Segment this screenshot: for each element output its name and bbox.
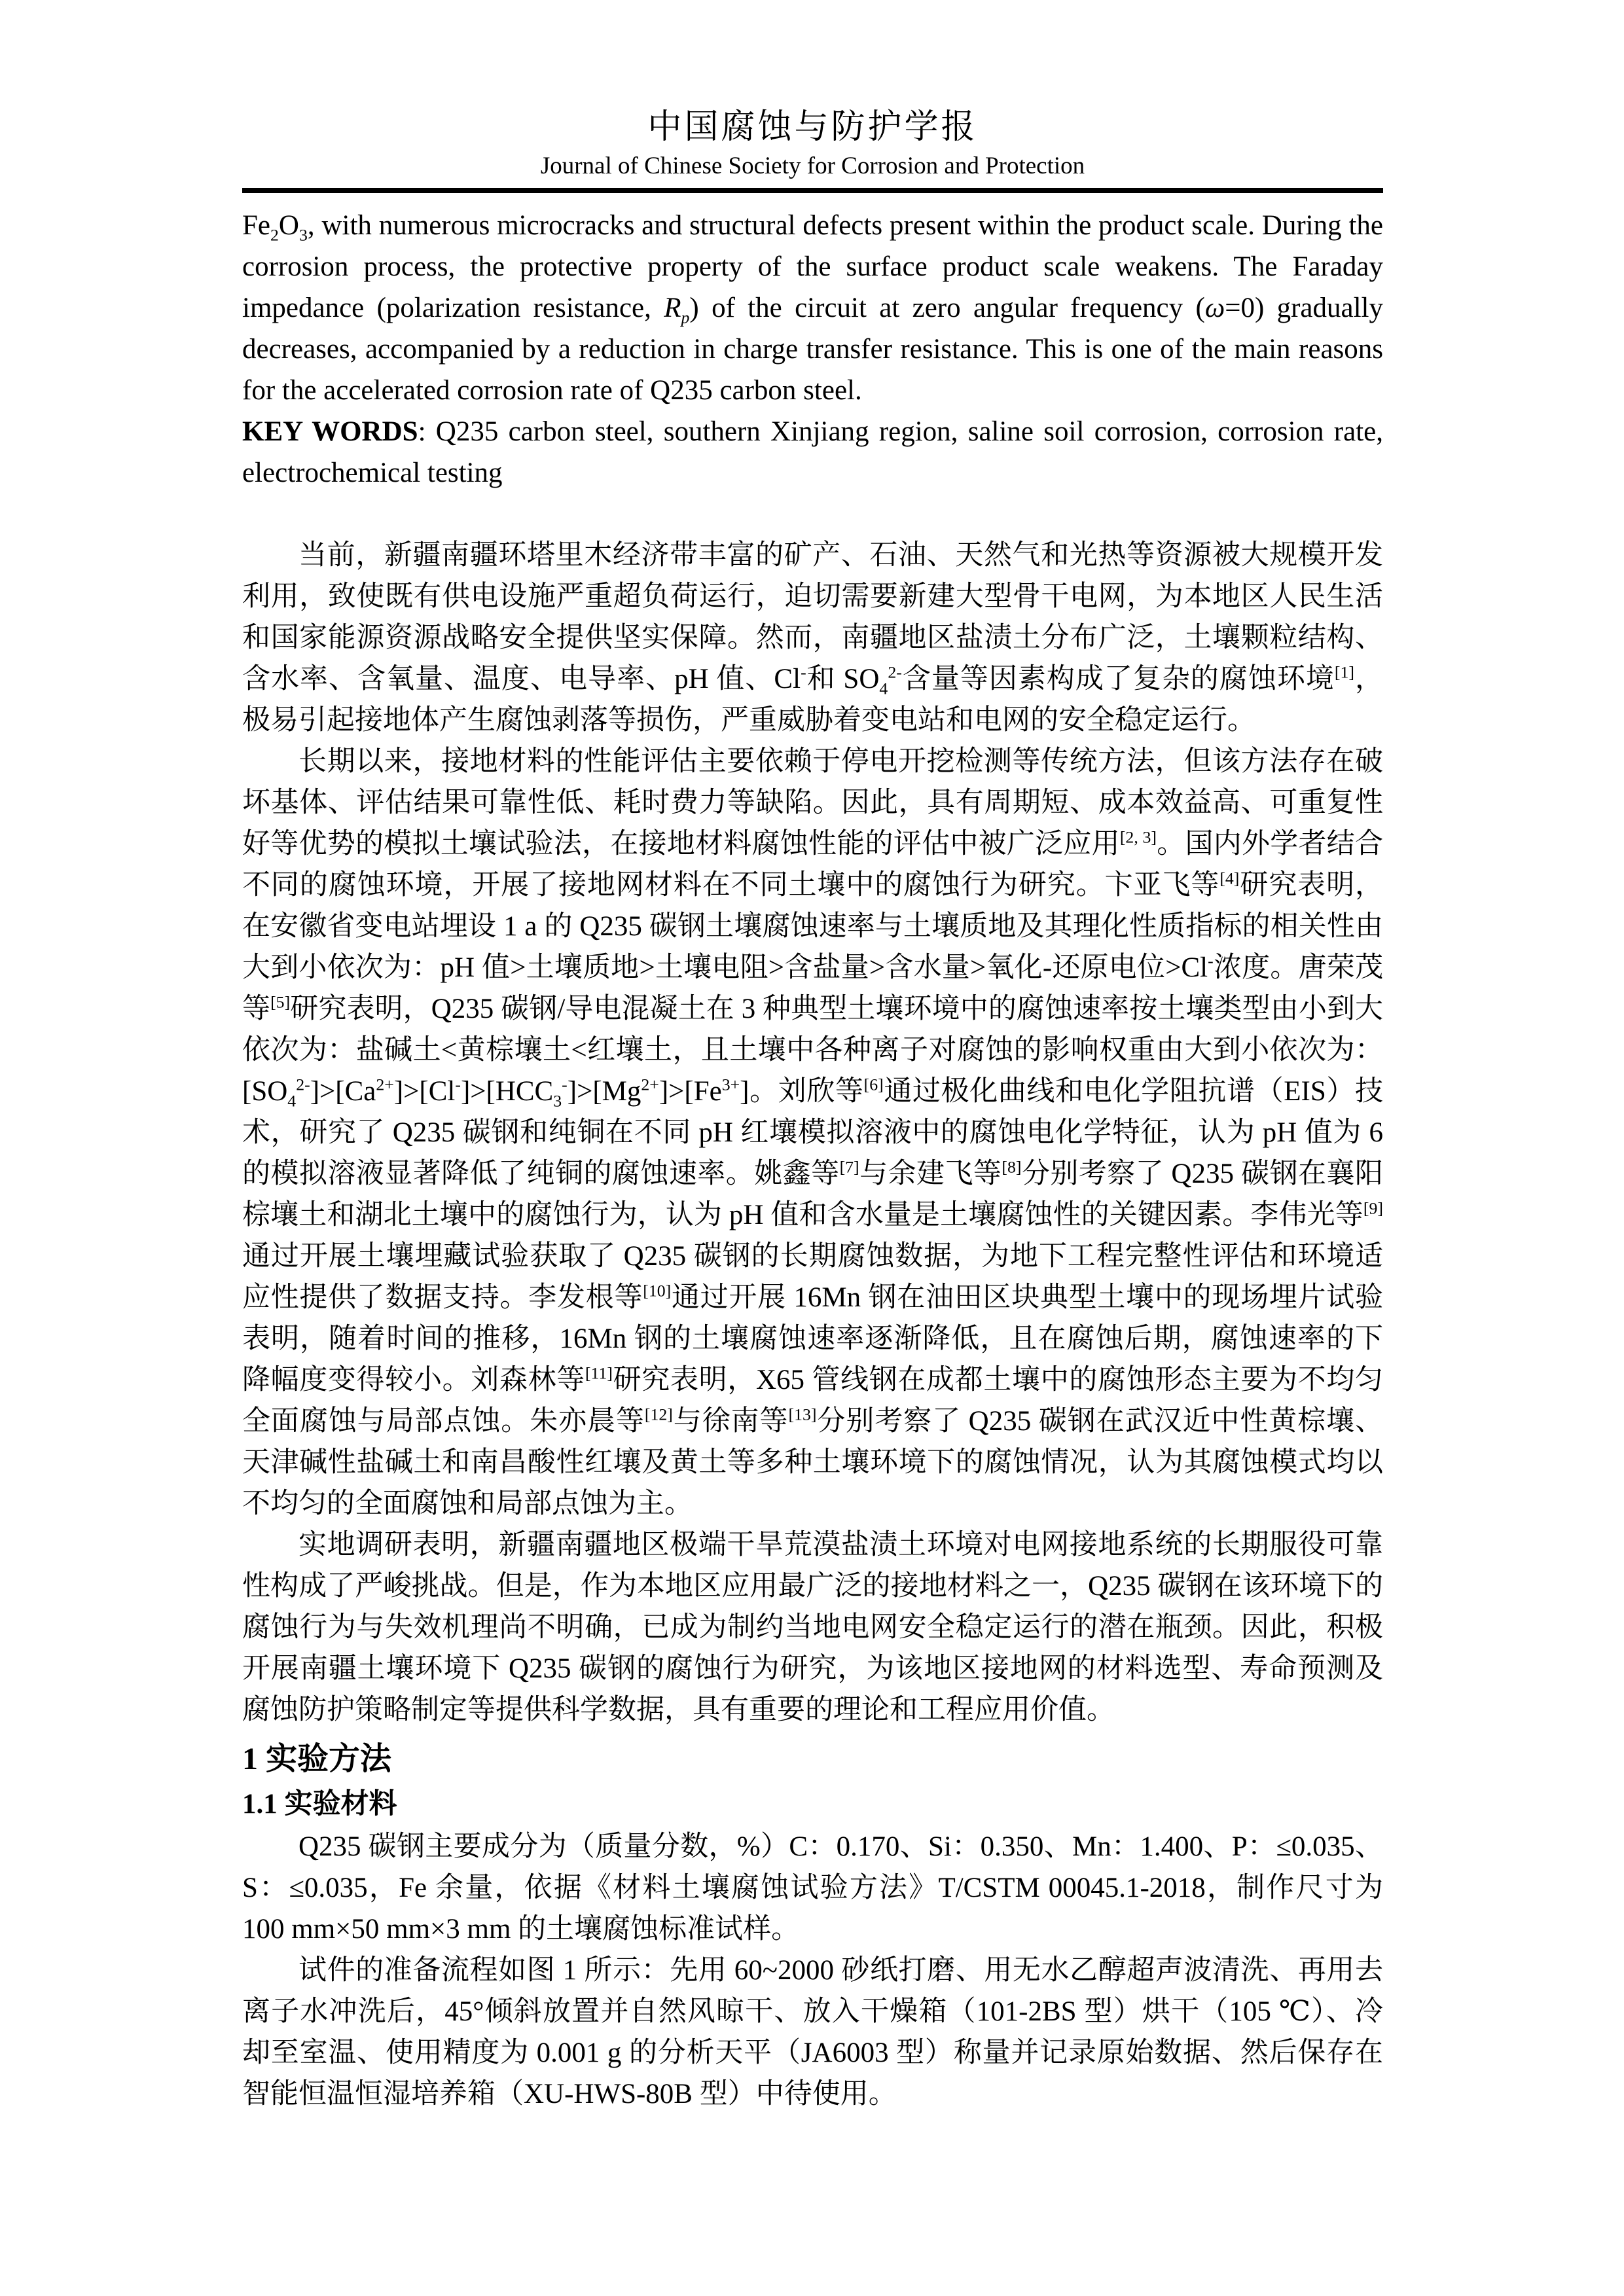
text-run: R	[664, 293, 681, 323]
text-run: 研究表明，X65 管线钢在成都土壤中的腐蚀形态主要为不均匀全面腐蚀与局部点蚀。朱亦晨等	[242, 1365, 1383, 1437]
intro-paragraph-3	[242, 1524, 1383, 1731]
document-body	[242, 205, 1383, 2115]
text-run: 2-	[296, 1075, 310, 1094]
text-run: ω	[1204, 293, 1225, 323]
text-run: [9]	[1363, 1198, 1383, 1218]
text-run: 分别考察了 Q235 碳钢在武汉近中性黄棕壤、天津碱性盐碱土和南昌酸性红壤及黄土等多种土壤环境下的腐蚀情况，认为其腐蚀模式均以不均匀的全面腐蚀和局部点蚀为主。	[242, 1406, 1384, 1519]
text-run: 2+	[376, 1075, 394, 1094]
text-run: 研究表明，在安徽省变电站埋设 1 a 的 Q235 碳钢土壤腐蚀速率与土壤质地及其理化性质指标的相关性由大到小依次为：pH 值>土壤质地>土壤电阻>含盐量>含水量>氧化-还原电位>Cl	[242, 870, 1384, 983]
section-1-heading	[242, 1736, 1383, 1783]
journal-header	[242, 108, 1383, 193]
text-run: -	[455, 1075, 461, 1094]
text-run: 3	[298, 225, 308, 245]
text-run: [11]	[585, 1363, 613, 1383]
text-run: 2	[270, 225, 279, 245]
text-run: [12]	[644, 1405, 673, 1424]
text-run: O	[278, 210, 299, 241]
text-run: [7]	[839, 1157, 859, 1177]
text-run: 试件的准备流程如图 1 所示：先用 60~2000 砂纸打磨、用无水乙醇超声波清洗、再用去离子水冲洗后，45°倾斜放置并自然风晾干、放入干燥箱（101-2BS 型）烘干（105 ℃）、冷却至室温、使用精度为 0.001 g 的分析天平（JA6003 型）称量并记录原始数据、然后保存在智能恒温恒湿培养箱（XU-HWS-80B 型）中待使用。	[242, 1955, 1383, 2109]
text-run: 研究表明，Q235 碳钢/导电混凝土在 3 种典型土壤环境中的腐蚀速率按土壤类型由小到大依次为：盐碱土<黄棕壤土<红壤土，且土壤中各种离子对腐蚀的影响权重由大到小依次为：[SO	[242, 994, 1384, 1107]
section-1-1-heading	[242, 1783, 1383, 1826]
text-run: 1 实验方法	[242, 1742, 392, 1776]
text-run: KEY WORDS	[242, 416, 418, 447]
text-run: -	[801, 662, 806, 682]
abstract-english-continued	[242, 205, 1383, 411]
text-run: [4]	[1219, 869, 1240, 888]
text-run: 4	[287, 1091, 297, 1111]
text-run: ) of the circuit at zero angular frequency (	[689, 293, 1205, 323]
keywords	[242, 411, 1383, 493]
text-run: 2+	[641, 1075, 659, 1094]
text-run: : Q235 carbon steel, southern Xinjiang region, saline soil corrosion, corrosion rate, electrochemical testing	[242, 416, 1383, 488]
intro-paragraph-1	[242, 535, 1383, 741]
text-run: [6]	[863, 1075, 884, 1094]
text-run: [2, 3]	[1119, 827, 1157, 847]
text-run: 分别考察了 Q235 碳钢在襄阳棕壤土和湖北土壤中的腐蚀行为，认为 pH 值和含水量是土壤腐蚀性的关键因素。李伟光等	[242, 1158, 1383, 1230]
text-run: 1.1 实验材料	[242, 1789, 397, 1820]
journal-title-english: Journal of Chinese Society for Corrosion and Protection	[540, 152, 1085, 179]
text-run: 与徐南等	[672, 1406, 789, 1437]
text-run: -	[562, 1075, 568, 1094]
text-run: 浓度。唐荣茂等	[242, 952, 1383, 1024]
text-run: ]>[Fe	[659, 1076, 722, 1107]
text-run: 3+	[721, 1075, 740, 1094]
text-run: 与余建飞等	[859, 1158, 1002, 1189]
text-run: ]>[Mg	[567, 1076, 641, 1107]
text-run: p	[681, 308, 690, 327]
text-run: 通过开展 16Mn 钢在油田区块典型土壤中的现场埋片试验表明，随着时间的推移，16Mn 钢的土壤腐蚀速率逐渐降低，且在腐蚀后期，腐蚀速率的下降幅度变得较小。刘森林等	[242, 1282, 1384, 1395]
text-run: 和 SO	[806, 664, 880, 694]
text-run: Q235 碳钢主要成分为（质量分数，%）C：0.170、Si：0.350、Mn：1.400、P：≤0.035、S：≤0.035，Fe 余量，依据《材料土壤腐蚀试验方法》T/CSTM 00045.1-2018，制作尺寸为 100 mm×50 mm×3 mm 的土壤腐蚀标准试样。	[242, 1831, 1383, 1945]
intro-paragraph-2	[242, 741, 1383, 1524]
text-run: 通过开展土壤埋藏试验获取了 Q235 碳钢的长期腐蚀数据，为地下工程完整性评估和环境适应性提供了数据支持。李发根等	[242, 1241, 1383, 1313]
text-run: 实地调研表明，新疆南疆地区极端干旱荒漠盐渍土环境对电网接地系统的长期服役可靠性构成了严峻挑战。但是，作为本地区应用最广泛的接地材料之一，Q235 碳钢在该环境下的腐蚀行为与失效机理尚不明确，已成为制约当地电网安全稳定运行的潜在瓶颈。因此，积极开展南疆土壤环境下 Q235 碳钢的腐蚀行为研究，为该地区接地网的材料选型、寿命预测及腐蚀防护策略制定等提供科学数据，具有重要的理论和工程应用价值。	[242, 1530, 1383, 1725]
text-run: [5]	[270, 992, 291, 1012]
text-run: [10]	[643, 1281, 672, 1300]
text-run: -	[1208, 951, 1214, 971]
materials-paragraph	[242, 1826, 1383, 1950]
text-run: [13]	[788, 1405, 817, 1424]
text-run: 4	[879, 679, 888, 698]
text-run: ]>[Cl	[393, 1076, 456, 1107]
text-run: 2-	[888, 662, 902, 682]
text-run: ，极易引起接地体产生腐蚀剥落等损伤，严重威胁着变电站和电网的安全稳定运行。	[242, 664, 1384, 736]
text-run: [8]	[1001, 1157, 1022, 1177]
text-run: [1]	[1334, 662, 1355, 682]
text-run: Fe	[242, 210, 270, 241]
text-run: ]>[Ca	[310, 1076, 376, 1107]
text-run: ]。刘欣等	[740, 1076, 864, 1107]
text-run: 含量等因素构成了复杂的腐蚀环境	[901, 664, 1335, 694]
text-run: , with numerous microcracks and structural defects present within the product scale. During the corrosion process, the protective property of the surface product scale weakens. The Faraday impedance (polarization resistance,	[242, 210, 1383, 323]
text-run: 当前，新疆南疆环塔里木经济带丰富的矿产、石油、天然气和光热等资源被大规模开发利用，致使既有供电设施严重超负荷运行，迫切需要新建大型骨干电网，为本地区人民生活和国家能源资源战略安全提供坚实保障。然而，南疆地区盐渍土分布广泛，土壤颗粒结构、含水率、含氧量、温度、电导率、pH 值、Cl	[242, 540, 1383, 694]
text-run: =0) gradually decreases, accompanied by a reduction in charge transfer resistance. This is one of the main reasons for the accelerated corrosion rate of Q235 carbon steel.	[242, 293, 1383, 406]
text-run: 3	[553, 1091, 562, 1111]
journal-title-chinese: 中国腐蚀与防护学报	[647, 109, 978, 146]
text-run: 通过极化曲线和电化学阻抗谱（EIS）技术，研究了 Q235 碳钢和纯铜在不同 pH 红壤模拟溶液中的腐蚀电化学特征，认为 pH 值为 6 的模拟溶液显著降低了纯铜的腐蚀速率。姚鑫等	[242, 1076, 1383, 1189]
text-run: ]>[HCC	[460, 1076, 554, 1107]
text-run: 长期以来，接地材料的性能评估主要依赖于停电开挖检测等传统方法，但该方法存在破坏基体、评估结果可靠性低、耗时费力等缺陷。因此，具有周期短、成本效益高、可重复性好等优势的模拟土壤试验法，在接地材料腐蚀性能的评估中被广泛应用	[242, 746, 1383, 859]
text-run: 。国内外学者结合不同的腐蚀环境，开展了接地网材料在不同土壤中的腐蚀行为研究。卞亚飞等	[242, 829, 1384, 901]
specimen-prep-paragraph	[242, 1950, 1383, 2115]
